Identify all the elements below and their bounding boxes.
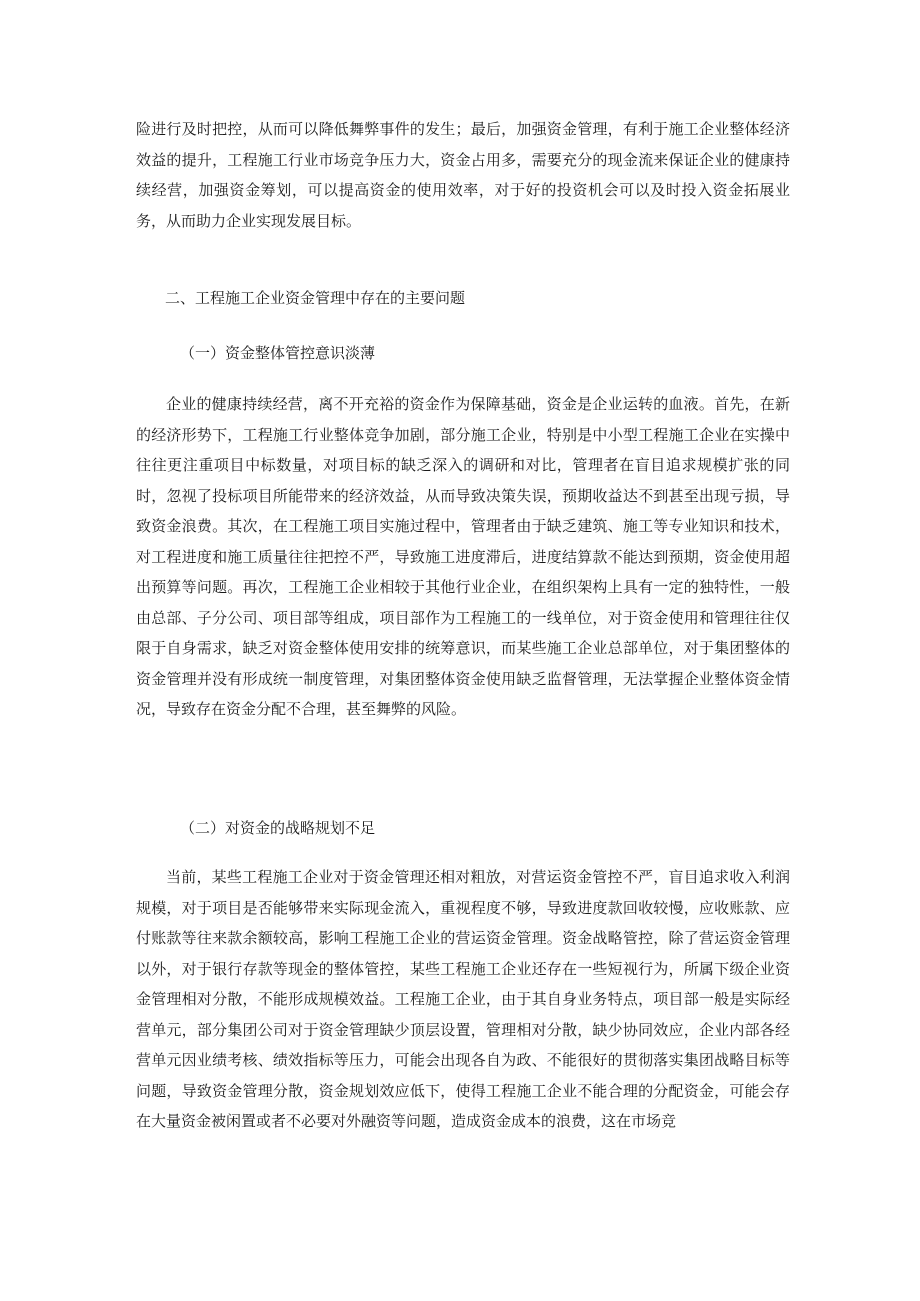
paragraph-subsection-2: 当前，某些工程施工企业对于资金管理还相对粗放，对营运资金管控不严，盲目追求收入利润规模，对于项目是否能够带来实际现金流入，重视程度不够，导致进度款回收较慢，应收账款、应付账款等往来款余额较高，影响工程施工企业的营运资金管理。资金战略管控，除了营运资金管理以外，对于银行存款等现金的整体管控，某些工程施工企业还存在一些短视行为，所属下级企业资金管理相对分散，不能形成规模效益。工程施工企业，由于其自身业务特点，项目部一般是实际经营单元，部分集团公司对于资金管理缺少顶层设置，管理相对分散，缺少协同效应，企业内部各经营单元因业绩考核、绩效指标等压力，可能会出现各自为政、不能很好的贯彻落实集团战略目标等问题，导致资金管理分散，资金规划效应低下，使得工程施工企业不能合理的分配资金，可能会存在大量资金被闲置或者不必要对外融资等问题，造成资金成本的浪费，这在市场竞 — [136, 868, 790, 1130]
section-title: 二、工程施工企业资金管理中存在的主要问题 — [165, 289, 466, 307]
subsection-title-1: （一）资金整体管控意识淡薄 — [180, 344, 376, 362]
subsection-title-2: （二）对资金的战略规划不足 — [180, 819, 376, 837]
paragraph-continued: 险进行及时把控，从而可以降低舞弊事件的发生；最后，加强资金管理，有利于施工企业整体经济效益的提升，工程施工行业市场竞争压力大，资金占用多，需要充分的现金流来保证企业的健康持续经营，加强资金筹划，可以提高资金的使用效率，对于好的投资机会可以及时投入资金拓展业务，从而助力企业实现发展目标。 — [136, 120, 790, 230]
paragraph-subsection-1: 企业的健康持续经营，离不开充裕的资金作为保障基础，资金是企业运转的血液。首先，在新的经济形势下，工程施工行业整体竞争加剧，部分施工企业，特别是中小型工程施工企业在实操中往往更注重项目中标数量，对项目标的缺乏深入的调研和对比，管理者在盲目追求规模扩张的同时，忽视了投标项目所能带来的经济效益，从而导致决策失误，预期收益达不到甚至出现亏损，导致资金浪费。其次，在工程施工项目实施过程中，管理者由于缺乏建筑、施工等专业知识和技术，对工程进度和施工质量往往把控不严，导致施工进度滞后，进度结算款不能达到预期，资金使用超出预算等问题。再次，工程施工企业相较于其他行业企业，在组织架构上具有一定的独特性，一般由总部、子分公司、项目部等组成，项目部作为工程施工的一线单位，对于资金使用和管理往往仅限于自身需求，缺乏对资金整体使用安排的统筹意识，而某些施工企业总部单位，对于集团整体的资金管理并没有形成统一制度管理，对集团整体资金使用缺乏监督管理，无法掌握企业整体资金情况，导致存在资金分配不合理，甚至舞弊的风险。 — [136, 395, 790, 718]
